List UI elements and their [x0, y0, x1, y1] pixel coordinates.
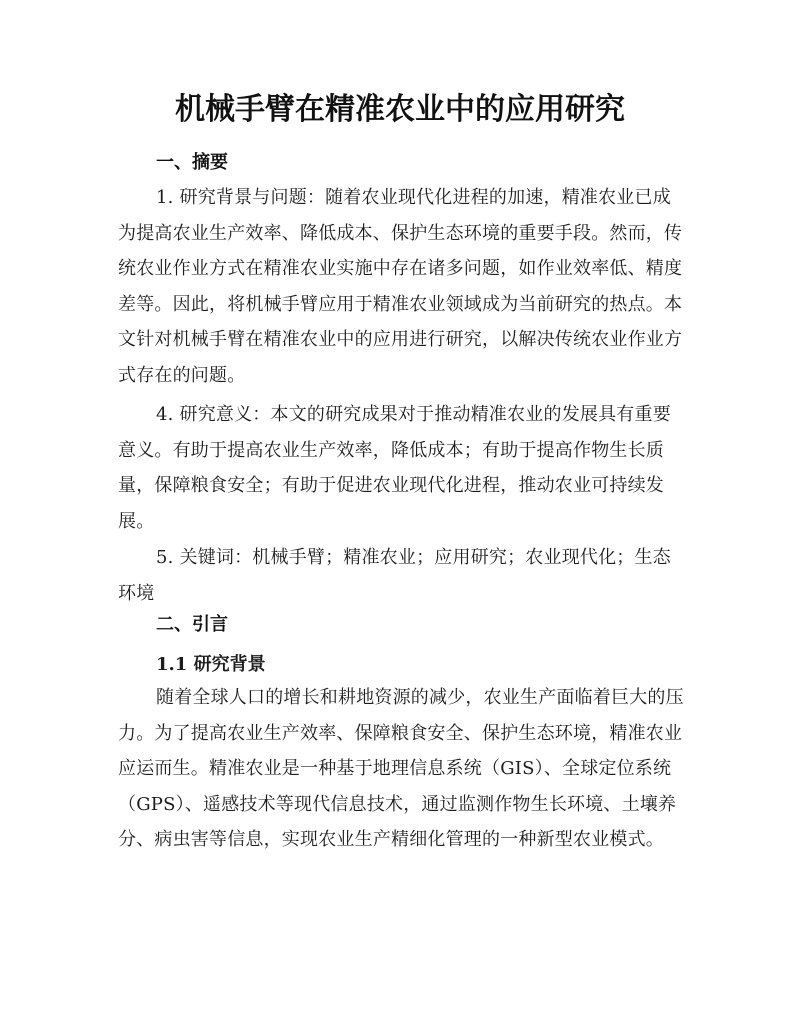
paragraph-research-background: 1. 研究背景与问题：随着农业现代化进程的加速，精准农业已成为提高农业生产效率、降低成本、保护生态环境的重要手段。然而，传统农业作业方式在精准农业实施中存在诸多问题，如作业效率低、精度差等。因此，将机械手臂应用于精准农业领域成为当前研究的热点。本文针对机械手臂在精准农业中的应用进行研究，以解决传统农业作业方式存在的问题。	[118, 187, 683, 386]
paragraph-research-significance: 4. 研究意义：本文的研究成果对于推动精准农业的发展具有重要意义。有助于提高农业生产效率，降低成本；有助于提高作物生长质量，保障粮食安全；有助于促进农业现代化进程，推动农业可持续发展。	[118, 404, 671, 532]
section-heading-abstract: 一、摘要	[156, 152, 228, 173]
paragraph-introduction-background: 随着全球人口的增长和耕地资源的减少，农业生产面临着巨大的压力。为了提高农业生产效率、保障粮食安全、保护生态环境，精准农业应运而生。精准农业是一种基于地理信息系统（GIS）、全球定位系统（GPS）、遥感技术等现代信息技术，通过监测作物生长环境、土壤养分、病虫害等信息，实现农业生产精细化管理的一种新型农业模式。	[118, 687, 684, 850]
section-heading-introduction: 二、引言	[156, 614, 228, 635]
paragraph-keywords: 5. 关键词：机械手臂；精准农业；应用研究；农业现代化；生态环境	[118, 547, 671, 604]
subsection-heading-background: 1.1 研究背景	[156, 654, 266, 675]
document-title: 机械手臂在精准农业中的应用研究	[175, 92, 625, 127]
